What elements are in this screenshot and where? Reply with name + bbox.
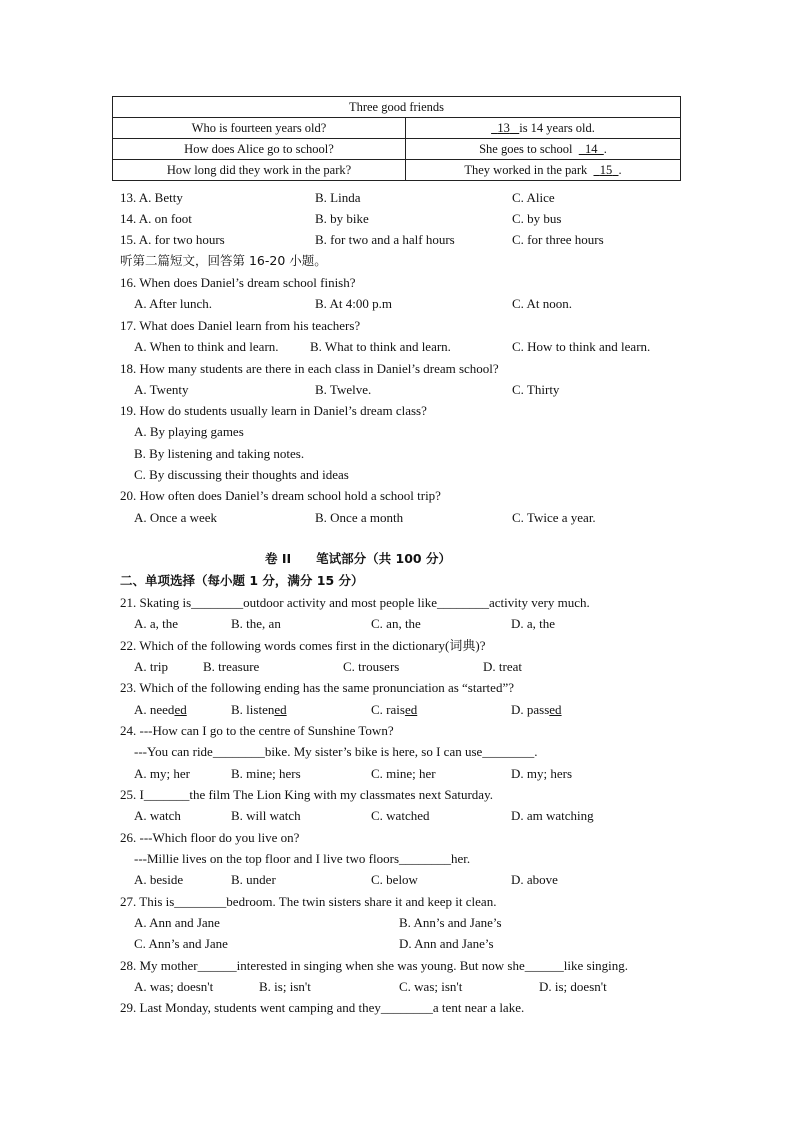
q14-option-c: C. by bus [512,211,562,226]
answer-blank: 15 [599,162,613,177]
q15-option-c: C. for three hours [512,232,604,247]
q27-option-b: B. Ann’s and Jane’s [399,915,502,930]
q22-option-b: B. treasure [203,659,260,674]
q21-option-d: D. a, the [511,616,556,631]
q28-option-b: B. is; isn't [259,979,311,994]
answer-blank: 13 [497,120,510,135]
q14-stem: 14. A. on foot [120,211,192,226]
table-answer: She goes to school 14 . [406,139,681,160]
q13-option-b: B. Linda [315,190,361,205]
q17-option-a: A. When to think and learn. [134,339,279,354]
q18-option-c: C. Thirty [512,382,560,397]
q19-option-c: C. By discussing their thoughts and ideas [134,467,349,482]
q22-option-c: C. trousers [343,659,400,674]
table-row [113,118,681,139]
part-2-title: 卷 II 笔试部分（共 100 分） [265,551,451,566]
q18-option-a: A. Twenty [134,382,189,397]
q20-option-a: A. Once a week [134,510,218,525]
table-question: How long did they work in the park? [113,160,406,181]
q29-stem: 29. Last Monday, students went camping and they________a tent near a lake. [120,1000,525,1015]
q19-option-a: A. By playing games [134,424,244,439]
q28-option-a: A. was; doesn't [134,979,214,994]
q28-stem: 28. My mother______interested in singing when she was young. But now she______like singing. [120,958,629,973]
q24-option-b: B. mine; hers [231,766,301,781]
q17-stem: 17. What does Daniel learn from his teachers? [120,318,361,333]
table-answer: They worked in the park 15 . [406,160,681,181]
q17-option-b: B. What to think and learn. [310,339,451,354]
q21-stem: 21. Skating is________outdoor activity and most people like________activity very much. [120,595,590,610]
table-row [113,160,681,181]
q23-option-c: C. raised [371,702,418,717]
q24-stem-2: ---You can ride________bike. My sister’s bike is here, so I can use________. [134,744,538,759]
q16-stem: 16. When does Daniel’s dream school finish? [120,275,356,290]
q13-stem: 13. A. Betty [120,190,183,205]
table-title-row [113,97,681,118]
answer-blank: 14 [585,141,598,156]
q16-option-c: C. At noon. [512,296,572,311]
section-2-heading: 二、单项选择（每小题 1 分，满分 15 分） [120,573,364,588]
q23-option-a: A. needed [134,702,187,717]
q16-option-a: A. After lunch. [134,296,212,311]
q28-option-d: D. is; doesn't [539,979,607,994]
table-row [113,139,681,160]
q25-option-a: A. watch [134,808,181,823]
q13-option-c: C. Alice [512,190,555,205]
q25-option-b: B. will watch [231,808,301,823]
q25-option-d: D. am watching [511,808,594,823]
table-question: Who is fourteen years old? [113,118,406,139]
table-title: Three good friends [113,97,681,118]
q16-option-b: B. At 4:00 p.m [315,296,392,311]
q27-option-a: A. Ann and Jane [134,915,220,930]
q18-option-b: B. Twelve. [315,382,372,397]
q24-option-a: A. my; her [134,766,190,781]
q22-option-a: A. trip [134,659,168,674]
q27-option-d: D. Ann and Jane’s [399,936,494,951]
q27-option-c: C. Ann’s and Jane [134,936,228,951]
q19-option-b: B. By listening and taking notes. [134,446,305,461]
q28-option-c: C. was; isn't [399,979,463,994]
q21-option-c: C. an, the [371,616,421,631]
q24-option-c: C. mine; her [371,766,436,781]
q24-option-d: D. my; hers [511,766,573,781]
q20-option-c: C. Twice a year. [512,510,596,525]
q23-stem: 23. Which of the following ending has the same pronunciation as “started”? [120,680,514,695]
q26-option-b: B. under [231,872,276,887]
q18-stem: 18. How many students are there in each class in Daniel’s dream school? [120,361,499,376]
q27-stem: 27. This is________bedroom. The twin sisters share it and keep it clean. [120,894,497,909]
q25-option-c: C. watched [371,808,430,823]
q23-option-d: D. passed [511,702,562,717]
q26-option-c: C. below [371,872,418,887]
three-good-friends-table [112,96,681,181]
q15-option-b: B. for two and a half hours [315,232,455,247]
q15-stem: 15. A. for two hours [120,232,225,247]
table-question: How does Alice go to school? [113,139,406,160]
q25-stem: 25. I_______the film The Lion King with my classmates next Saturday. [120,787,493,802]
q26-option-d: D. above [511,872,558,887]
q19-stem: 19. How do students usually learn in Daniel’s dream class? [120,403,427,418]
q26-option-a: A. beside [134,872,184,887]
q23-option-b: B. listened [231,702,287,717]
table-answer: 13 is 14 years old. [406,118,681,139]
q26-stem-2: ---Millie lives on the top floor and I live two floors________her. [134,851,471,866]
q22-option-d: D. treat [483,659,522,674]
q22-stem: 22. Which of the following words comes first in the dictionary(词典)? [120,638,486,653]
q21-option-b: B. the, an [231,616,281,631]
listening-section-2-heading: 听第二篇短文，回答第 16-20 小题。 [120,253,327,268]
q21-option-a: A. a, the [134,616,179,631]
q20-option-b: B. Once a month [315,510,404,525]
q26-stem: 26. ---Which floor do you live on? [120,830,300,845]
q24-stem: 24. ---How can I go to the centre of Sunshine Town? [120,723,394,738]
q17-option-c: C. How to think and learn. [512,339,651,354]
q14-option-b: B. by bike [315,211,369,226]
q20-stem: 20. How often does Daniel’s dream school hold a school trip? [120,488,441,503]
